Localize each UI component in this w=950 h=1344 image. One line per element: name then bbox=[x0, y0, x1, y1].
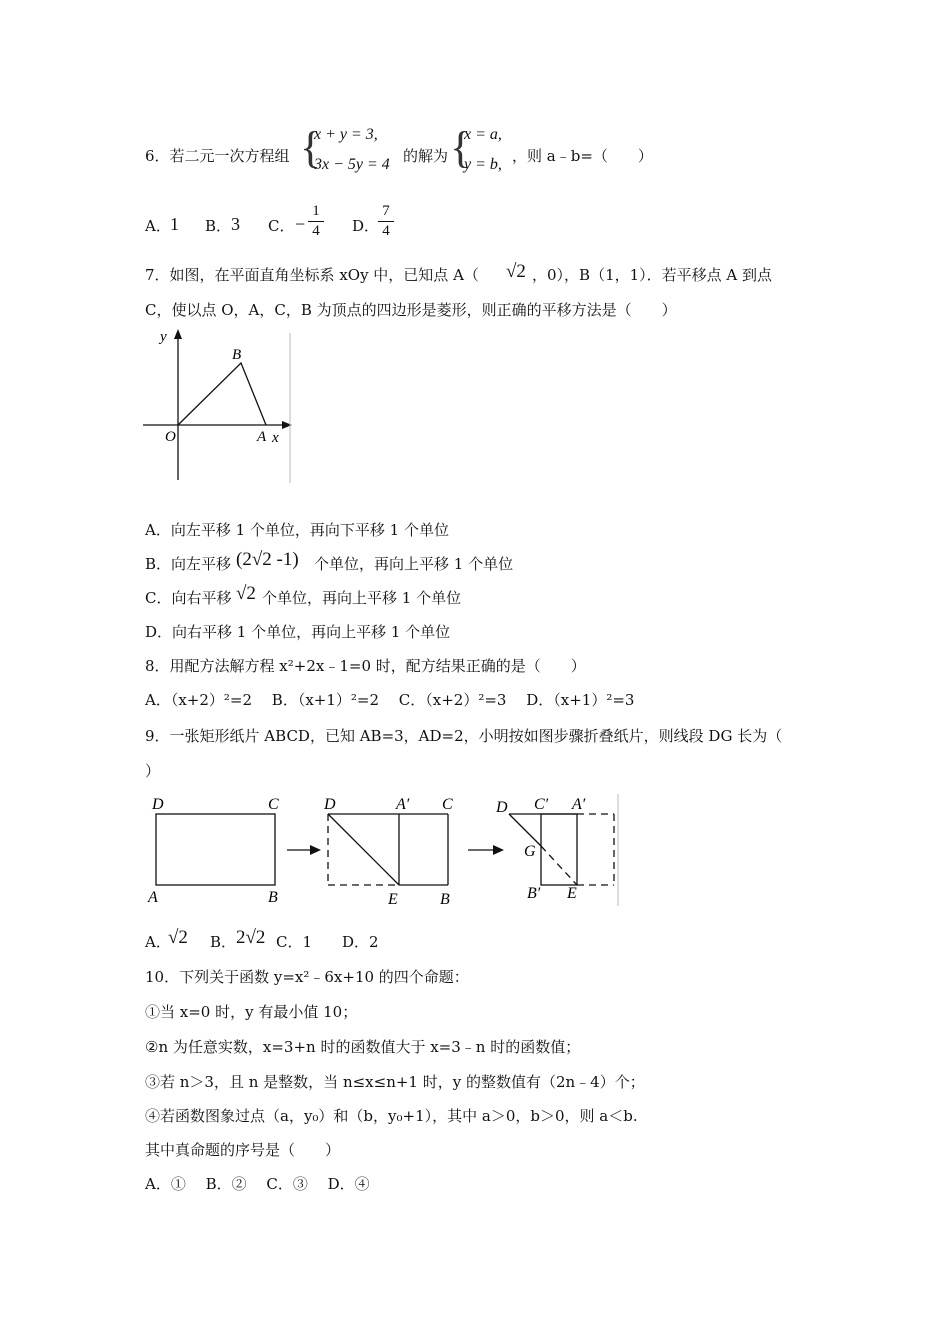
q6-option-d-label: D． bbox=[352, 217, 380, 235]
left-brace: { bbox=[300, 123, 322, 172]
denominator: 4 bbox=[382, 223, 390, 239]
q7-line-2: C，使以点 O，A，C，B 为顶点的四边形是菱形，则正确的平移方法是（ ） bbox=[145, 301, 677, 319]
q7-option-b-prefix: B．向左平移 bbox=[145, 555, 232, 573]
q9-option-b-expression: 2√2 bbox=[236, 927, 266, 948]
point-b-label: B bbox=[232, 347, 242, 363]
q6-option-b-value: 3 bbox=[231, 214, 240, 234]
q7-option-a: A．向左平移 1 个单位，再向下平移 1 个单位 bbox=[145, 521, 449, 539]
fig2-label-d: D bbox=[324, 796, 336, 813]
q9-option-b-label: B． bbox=[210, 933, 237, 951]
fig1-label-d: D bbox=[152, 796, 164, 813]
q7-option-c-suffix: 个单位，再向上平移 1 个单位 bbox=[262, 589, 462, 607]
fig3-label-e: E bbox=[567, 885, 577, 902]
q7-line-1b: ，0），B（1，1）．若平移点 A 到点 bbox=[532, 266, 773, 284]
y-axis-label: y bbox=[160, 329, 167, 345]
q7-coordinate-figure bbox=[140, 325, 300, 485]
q10-options: A．① B．② C．③ D．④ bbox=[145, 1175, 370, 1193]
numerator: 7 bbox=[382, 203, 390, 219]
point-a-label: A bbox=[257, 429, 267, 445]
q9-option-rest: C．1 D．2 bbox=[276, 933, 379, 951]
q7-sqrt-two: √2 bbox=[506, 261, 526, 282]
q6-middle-text: 的解为 bbox=[403, 147, 449, 165]
q7-option-b-expression: (2√2 -1) bbox=[236, 549, 299, 570]
fig3-label-c-prime: C′ bbox=[534, 796, 549, 813]
q6-option-c-sign: − bbox=[295, 214, 306, 234]
fig3-label-g: G bbox=[524, 843, 536, 860]
q6-option-b-label: B． bbox=[205, 217, 232, 235]
denominator: 4 bbox=[312, 223, 320, 239]
q9-option-a-expression: √2 bbox=[168, 927, 188, 948]
q6-solution-2: y = b, bbox=[464, 156, 502, 173]
q7-line-1a: 7．如图，在平面直角坐标系 xOy 中，已知点 A（ bbox=[145, 266, 479, 284]
q7-option-c-expression: √2 bbox=[236, 583, 256, 604]
q9-stem-line-1: 9．一张矩形纸片 ABCD，已知 AB=3，AD=2，小明按如图步骤折叠纸片，则线段 DG 长为（ bbox=[145, 727, 783, 745]
q6-solution-1: x = a, bbox=[464, 126, 502, 143]
q6-option-a-label: A． bbox=[145, 217, 171, 235]
q7-option-d: D．向右平移 1 个单位，再向上平移 1 个单位 bbox=[145, 623, 451, 641]
q10-ask: 其中真命题的序号是（ ） bbox=[145, 1141, 341, 1159]
arrow-right-icon bbox=[310, 845, 321, 855]
fig1-label-b: B bbox=[268, 889, 278, 906]
fig3-label-b-prime: B′ bbox=[527, 885, 541, 902]
q10-proposition-4: ④若函数图象过点（a，y₀）和（b，y₀+1），其中 a＞0，b＞0，则 a＜b. bbox=[145, 1107, 638, 1125]
q9-option-a-label: A． bbox=[145, 933, 171, 951]
q6-equation-1: x + y = 3, bbox=[314, 126, 378, 143]
fig3-label-d: D bbox=[496, 799, 508, 816]
q6-option-c-label: C． bbox=[268, 217, 295, 235]
x-axis-label: x bbox=[272, 430, 279, 446]
fig2-label-b: B bbox=[440, 891, 450, 908]
origin-label: O bbox=[165, 429, 176, 445]
q10-proposition-3: ③若 n＞3，且 n 是整数，当 n≤x≤n+1 时，y 的整数值有（2n﹣4）个； bbox=[145, 1073, 645, 1091]
arrow-right-icon bbox=[493, 845, 504, 855]
q10-proposition-1: ①当 x=0 时，y 有最小值 10； bbox=[145, 1003, 358, 1021]
fig2-label-c: C bbox=[442, 796, 453, 813]
q8-options: A．（x+2）²=2 B．（x+1）²=2 C．（x+2）²=3 D．（x+1）²=3 bbox=[145, 691, 635, 709]
q6-option-a-value: 1 bbox=[170, 214, 179, 234]
q7-option-b-suffix: 个单位，再向上平移 1 个单位 bbox=[314, 555, 514, 573]
q6-equation-2: 3x − 5y = 4 bbox=[314, 156, 390, 173]
left-brace: { bbox=[450, 123, 472, 172]
q6-prefix: 6．若二元一次方程组 bbox=[145, 147, 290, 165]
q8-stem: 8．用配方法解方程 x²+2x﹣1=0 时，配方结果正确的是（ ） bbox=[145, 657, 586, 675]
q10-stem: 10．下列关于函数 y=x²﹣6x+10 的四个命题： bbox=[145, 968, 469, 986]
q7-option-c-prefix: C．向右平移 bbox=[145, 589, 232, 607]
q6-option-c-fraction bbox=[308, 203, 324, 240]
q9-folding-figure bbox=[140, 790, 630, 915]
q6-option-d-fraction bbox=[378, 203, 394, 240]
q10-proposition-2: ②n 为任意实数，x=3+n 时的函数值大于 x=3﹣n 时的函数值； bbox=[145, 1038, 581, 1056]
q9-stem-line-2: ） bbox=[145, 762, 161, 780]
fig2-label-a-prime: A′ bbox=[396, 796, 410, 813]
fig1-label-c: C bbox=[268, 796, 279, 813]
fig2-label-e: E bbox=[388, 891, 398, 908]
numerator: 1 bbox=[312, 203, 320, 219]
fig3-label-a-prime: A′ bbox=[572, 796, 586, 813]
fig1-label-a: A bbox=[148, 889, 158, 906]
q6-suffix: ，则 a﹣b=（ ） bbox=[512, 147, 653, 165]
